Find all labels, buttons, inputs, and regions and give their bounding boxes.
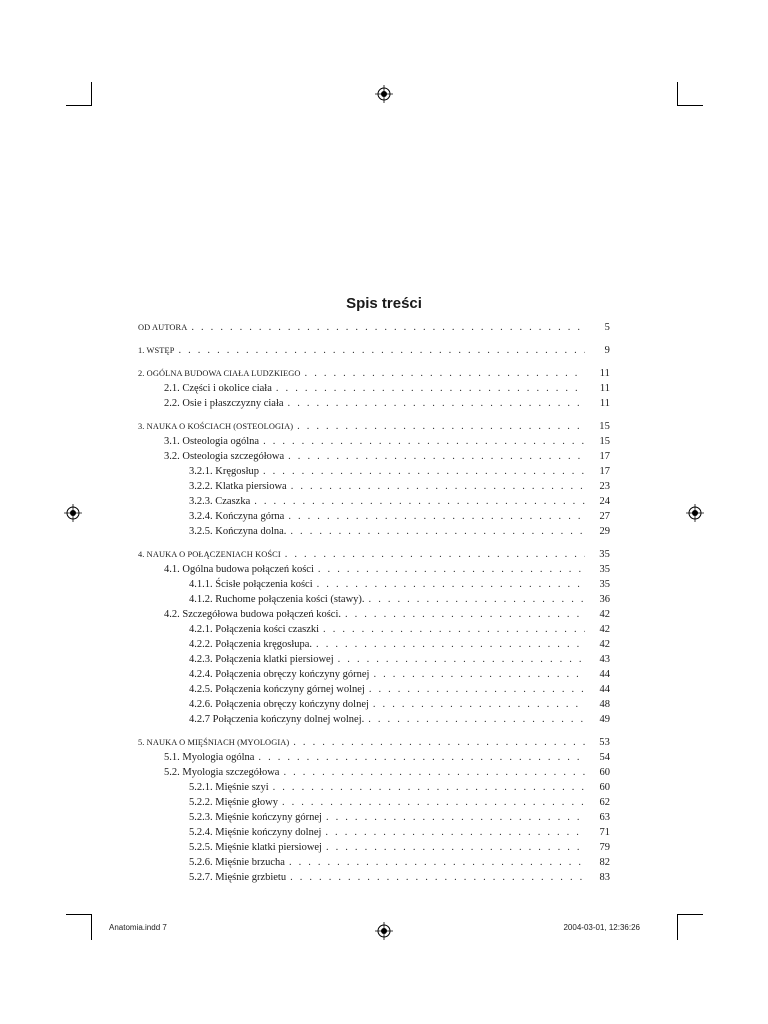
- toc-leader-dots: [317, 577, 585, 592]
- toc-entry-page: 44: [599, 669, 610, 680]
- toc-entry-label: 4.1.2. Ruchome połączenia kości (stawy).: [189, 594, 365, 605]
- slug-filename: Anatomia.indd 7: [109, 923, 167, 932]
- table-of-contents: [138, 320, 610, 885]
- toc-entry-label: 4.2.1. Połączenia kości czaszki: [189, 624, 320, 635]
- toc-entry[interactable]: [138, 810, 610, 825]
- toc-entry-label: 1. WSTĘP: [138, 346, 175, 355]
- toc-entry[interactable]: [138, 735, 610, 750]
- toc-entry-page: 60: [599, 767, 610, 778]
- toc-leader-dots: [373, 697, 585, 712]
- toc-leader-dots: [323, 622, 585, 637]
- toc-leader-dots: [289, 855, 585, 870]
- toc-entry-label: 3.2.1. Kręgosłup: [189, 466, 259, 477]
- toc-leader-dots: [288, 509, 585, 524]
- toc-entry-label: 5. NAUKA O MIĘŚNIACH (MYOLOGIA): [138, 738, 290, 747]
- toc-entry-page: 43: [599, 654, 610, 665]
- toc-entry[interactable]: [138, 855, 610, 870]
- toc-entry[interactable]: [138, 343, 610, 358]
- crop-mark-top-right-v: [677, 82, 678, 106]
- toc-leader-dots: [288, 449, 585, 464]
- toc-entry[interactable]: [138, 697, 610, 712]
- toc-entry[interactable]: [138, 712, 610, 727]
- toc-entry-page: 49: [599, 714, 610, 725]
- toc-entry[interactable]: [138, 840, 610, 855]
- toc-entry-label: 5.1. Myologia ogólna: [164, 752, 255, 763]
- toc-entry-page: 48: [599, 699, 610, 710]
- toc-leader-dots: [291, 479, 585, 494]
- crop-mark-bottom-left-h: [66, 914, 91, 915]
- toc-leader-dots: [297, 419, 585, 434]
- toc-entry[interactable]: [138, 366, 610, 381]
- toc-entry-label: 5.2.2. Mięśnie głowy: [189, 797, 278, 808]
- toc-leader-dots: [263, 464, 585, 479]
- toc-entry-label: 5.2.3. Mięśnie kończyny górnej: [189, 812, 322, 823]
- toc-entry-page: 23: [599, 481, 610, 492]
- toc-entry[interactable]: [138, 780, 610, 795]
- toc-entry-label: 3.2.2. Klatka piersiowa: [189, 481, 287, 492]
- toc-entry[interactable]: [138, 637, 610, 652]
- toc-entry-page: 42: [599, 609, 610, 620]
- toc-leader-dots: [285, 547, 585, 562]
- toc-entry-page: 17: [599, 466, 610, 477]
- toc-leader-dots: [369, 682, 585, 697]
- toc-entry-label: 5.2.6. Mięśnie brzucha: [189, 857, 285, 868]
- toc-entry-label: 3.2.5. Kończyna dolna.: [189, 526, 287, 537]
- toc-leader-dots: [290, 524, 585, 539]
- toc-leader-dots: [345, 607, 585, 622]
- toc-entry[interactable]: [138, 825, 610, 840]
- toc-entry-label: 5.2.5. Mięśnie klatki piersiowej: [189, 842, 322, 853]
- toc-entry-label: 4.2.6. Połączenia obręczy kończyny dolnej: [189, 699, 369, 710]
- toc-entry-page: 15: [599, 421, 610, 432]
- toc-entry-label: 4.2.4. Połączenia obręczy kończyny górnej: [189, 669, 370, 680]
- toc-entry[interactable]: [138, 320, 610, 335]
- toc-entry-page: 42: [599, 639, 610, 650]
- toc-entry-page: 35: [599, 564, 610, 575]
- toc-leader-dots: [316, 637, 585, 652]
- toc-entry-label: 4.1.1. Ścisłe połączenia kości: [189, 579, 313, 590]
- toc-entry[interactable]: [138, 750, 610, 765]
- toc-entry[interactable]: [138, 396, 610, 411]
- toc-entry-page: 11: [599, 368, 610, 379]
- toc-entry-page: 36: [599, 594, 610, 605]
- toc-leader-dots: [369, 592, 585, 607]
- toc-entry[interactable]: [138, 592, 610, 607]
- toc-entry-label: 4.2. Szczegółowa budowa połączeń kości.: [164, 609, 341, 620]
- crop-mark-top-left-h: [66, 105, 91, 106]
- toc-entry[interactable]: [138, 509, 610, 524]
- toc-leader-dots: [258, 750, 585, 765]
- registration-mark-icon: [64, 504, 82, 522]
- toc-leader-dots: [290, 870, 585, 885]
- toc-leader-dots: [325, 825, 585, 840]
- toc-entry-label: 4. NAUKA O POŁĄCZENIACH KOŚCI: [138, 550, 281, 559]
- toc-entry-label: 4.2.5. Połączenia kończyny górnej wolnej: [189, 684, 365, 695]
- toc-entry-label: 4.2.7 Połączenia kończyny dolnej wolnej.: [189, 714, 365, 725]
- toc-entry-page: 62: [599, 797, 610, 808]
- toc-leader-dots: [263, 434, 585, 449]
- toc-entry-label: 5.2.1. Mięśnie szyi: [189, 782, 269, 793]
- toc-entry[interactable]: [138, 494, 610, 509]
- toc-leader-dots: [326, 840, 585, 855]
- registration-mark-icon: [375, 85, 393, 103]
- toc-leader-dots: [283, 765, 585, 780]
- toc-entry-page: 63: [599, 812, 610, 823]
- toc-entry-page: 15: [599, 436, 610, 447]
- toc-leader-dots: [254, 494, 585, 509]
- toc-entry-page: 11: [599, 398, 610, 409]
- toc-entry-label: 3.2.3. Czaszka: [189, 496, 251, 507]
- toc-leader-dots: [373, 667, 585, 682]
- toc-entry-page: 29: [599, 526, 610, 537]
- toc-entry-label: 3. NAUKA O KOŚCIACH (OSTEOLOGIA): [138, 422, 294, 431]
- toc-entry[interactable]: [138, 870, 610, 885]
- toc-entry-page: 9: [604, 345, 610, 356]
- toc-leader-dots: [318, 562, 585, 577]
- page-title: Spis treści: [346, 295, 422, 313]
- toc-leader-dots: [276, 381, 585, 396]
- toc-entry[interactable]: [138, 795, 610, 810]
- toc-entry[interactable]: [138, 607, 610, 622]
- toc-entry[interactable]: [138, 434, 610, 449]
- toc-entry-page: 82: [599, 857, 610, 868]
- toc-leader-dots: [293, 735, 585, 750]
- toc-entry-label: 4.1. Ogólna budowa połączeń kości: [164, 564, 314, 575]
- crop-mark-bottom-left-v: [91, 914, 92, 940]
- toc-entry-label: 2.1. Części i okolice ciała: [164, 383, 272, 394]
- toc-leader-dots: [191, 320, 585, 335]
- registration-mark-icon: [375, 922, 393, 940]
- toc-leader-dots: [326, 810, 585, 825]
- toc-entry[interactable]: [138, 524, 610, 539]
- toc-entry[interactable]: [138, 667, 610, 682]
- toc-entry-page: 42: [599, 624, 610, 635]
- registration-mark-icon: [686, 504, 704, 522]
- toc-entry-label: 2.2. Osie i płaszczyzny ciała: [164, 398, 284, 409]
- toc-entry[interactable]: [138, 652, 610, 667]
- toc-entry-page: 83: [599, 872, 610, 883]
- toc-entry-page: 54: [599, 752, 610, 763]
- toc-entry-page: 11: [599, 383, 610, 394]
- toc-entry[interactable]: [138, 547, 610, 562]
- toc-leader-dots: [273, 780, 585, 795]
- toc-entry-label: 3.2.4. Kończyna górna: [189, 511, 285, 522]
- toc-entry-label: 5.2.7. Mięśnie grzbietu: [189, 872, 287, 883]
- crop-mark-top-right-h: [677, 105, 703, 106]
- toc-entry[interactable]: [138, 577, 610, 592]
- toc-leader-dots: [338, 652, 585, 667]
- toc-entry[interactable]: [138, 381, 610, 396]
- toc-entry-label: 3.1. Osteologia ogólna: [164, 436, 260, 447]
- toc-entry[interactable]: [138, 449, 610, 464]
- toc-entry-page: 71: [599, 827, 610, 838]
- toc-entry-page: 27: [599, 511, 610, 522]
- toc-entry-label: OD AUTORA: [138, 323, 188, 332]
- toc-leader-dots: [305, 366, 585, 381]
- toc-leader-dots: [368, 712, 585, 727]
- toc-entry[interactable]: [138, 464, 610, 479]
- toc-entry-label: 4.2.2. Połączenia kręgosłupa.: [189, 639, 313, 650]
- toc-entry-page: 53: [599, 737, 610, 748]
- toc-entry-page: 35: [599, 549, 610, 560]
- toc-entry-page: 44: [599, 684, 610, 695]
- toc-entry[interactable]: [138, 562, 610, 577]
- toc-entry[interactable]: [138, 479, 610, 494]
- toc-entry[interactable]: [138, 682, 610, 697]
- toc-entry-label: 5.2.4. Mięśnie kończyny dolnej: [189, 827, 322, 838]
- toc-entry-page: 5: [604, 322, 610, 333]
- crop-mark-bottom-right-v: [677, 914, 678, 940]
- toc-entry-label: 5.2. Myologia szczegółowa: [164, 767, 280, 778]
- toc-entry-label: 2. OGÓLNA BUDOWA CIAŁA LUDZKIEGO: [138, 369, 301, 378]
- toc-entry[interactable]: [138, 765, 610, 780]
- toc-leader-dots: [178, 343, 585, 358]
- toc-entry-page: 17: [599, 451, 610, 462]
- toc-entry-page: 24: [599, 496, 610, 507]
- toc-entry[interactable]: [138, 419, 610, 434]
- slug-timestamp: 2004-03-01, 12:36:26: [563, 923, 640, 932]
- toc-entry[interactable]: [138, 622, 610, 637]
- toc-entry-page: 60: [599, 782, 610, 793]
- toc-leader-dots: [288, 396, 585, 411]
- crop-mark-top-left-v: [91, 82, 92, 106]
- toc-leader-dots: [282, 795, 585, 810]
- crop-mark-bottom-right-h: [677, 914, 703, 915]
- toc-entry-page: 35: [599, 579, 610, 590]
- toc-entry-page: 79: [599, 842, 610, 853]
- toc-entry-label: 4.2.3. Połączenia klatki piersiowej: [189, 654, 334, 665]
- toc-entry-label: 3.2. Osteologia szczegółowa: [164, 451, 285, 462]
